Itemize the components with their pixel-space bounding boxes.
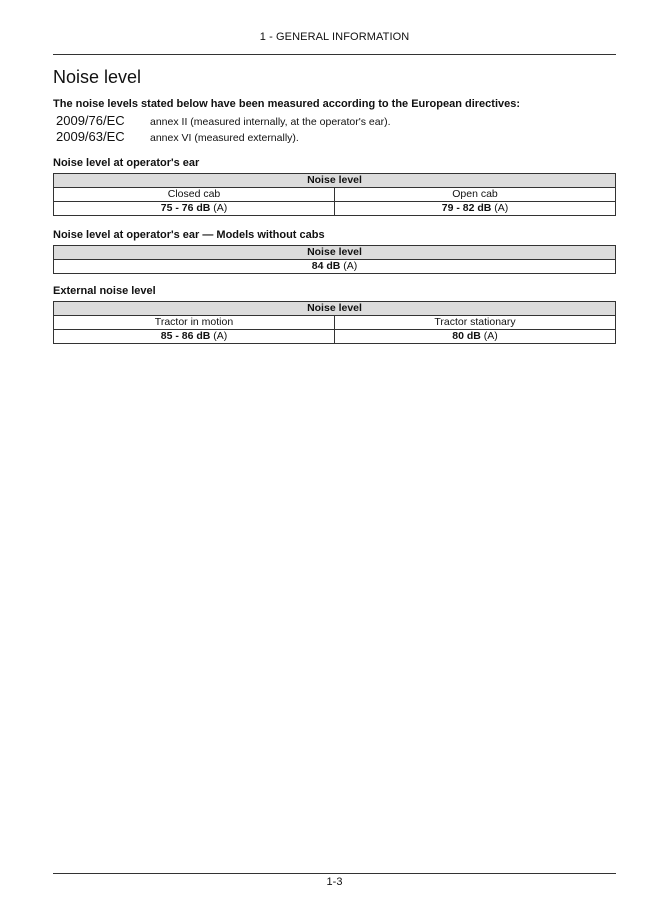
directive-row <box>56 129 391 145</box>
value-text: 84 dB <box>311 260 341 272</box>
value-tractor-stationary <box>335 330 616 344</box>
value-text: 79 - 82 dB <box>441 202 492 214</box>
directive-description: annex II (measured internally, at the operator's ear). <box>150 116 391 128</box>
value-no-cab <box>54 260 616 274</box>
section-heading-external: External noise level <box>53 285 156 297</box>
table-header: Noise level <box>54 246 616 260</box>
value-unit: (A) <box>494 202 509 214</box>
directive-code: 2009/76/EC <box>56 113 125 128</box>
value-unit: (A) <box>213 202 228 214</box>
value-text: 85 - 86 dB <box>160 330 211 342</box>
noise-table-no-cab <box>53 245 616 274</box>
table-header: Noise level <box>54 174 616 188</box>
intro-text: The noise levels stated below have been measured according to the European directives: <box>53 98 521 110</box>
page-title: Noise level <box>53 67 142 87</box>
value-text: 80 dB <box>452 330 481 342</box>
noise-table-external <box>53 301 616 344</box>
value-unit: (A) <box>213 330 228 342</box>
footer-divider <box>53 873 616 874</box>
column-label-closed-cab: Closed cab <box>54 188 335 202</box>
directive-row <box>56 113 391 129</box>
value-tractor-motion <box>54 330 335 344</box>
column-label-open-cab: Open cab <box>335 188 616 202</box>
column-label-tractor-motion: Tractor in motion <box>54 316 335 330</box>
value-unit: (A) <box>343 260 358 272</box>
value-text: 75 - 76 dB <box>160 202 211 214</box>
section-heading-operator-ear: Noise level at operator's ear <box>53 157 200 169</box>
header-divider <box>53 54 616 55</box>
page-header: 1 - GENERAL INFORMATION <box>259 31 410 43</box>
column-label-tractor-stationary: Tractor stationary <box>335 316 616 330</box>
value-open-cab <box>335 202 616 216</box>
noise-table-operator-ear <box>53 173 616 216</box>
value-closed-cab <box>54 202 335 216</box>
page-number: 1-3 <box>326 876 343 888</box>
directive-code: 2009/63/EC <box>56 129 125 144</box>
section-heading-no-cab: Noise level at operator's ear — Models without cabs <box>53 229 325 241</box>
value-unit: (A) <box>483 330 498 342</box>
directives-list <box>56 113 391 145</box>
table-header: Noise level <box>54 302 616 316</box>
directive-description: annex VI (measured externally). <box>150 132 299 144</box>
